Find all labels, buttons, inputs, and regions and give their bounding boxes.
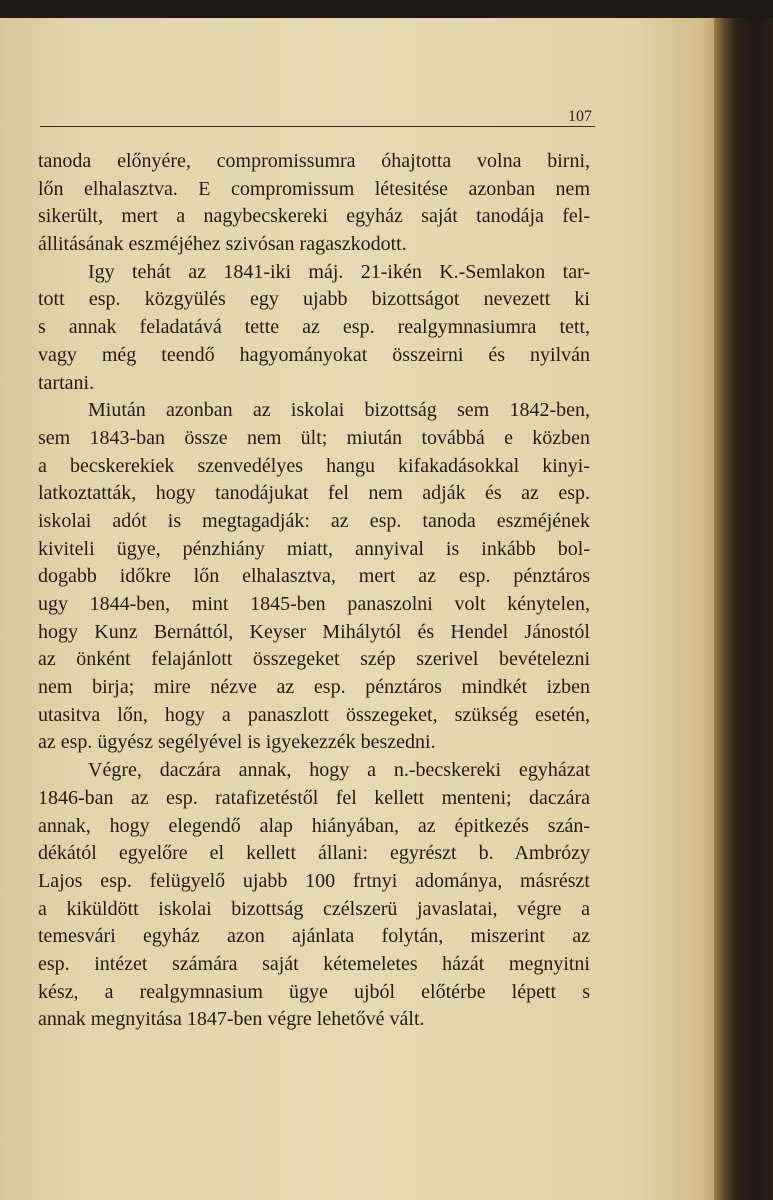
text-line: tartani. — [38, 371, 95, 394]
text-line: az önként felajánlott összegeket szép szerivel bevételezni — [38, 648, 590, 671]
text-line: az esp. ügyész segélyével is igyekezzék beszedni. — [38, 731, 436, 754]
text-line: Miután azonban az iskolai bizottság sem 1842-ben, — [88, 399, 590, 422]
text-line: állitásának eszméjéhez szivósan ragaszkodott. — [38, 233, 407, 256]
text-line: dogabb időkre lőn elhalasztva, mert az esp. pénztáros — [38, 565, 590, 588]
text-line: annak megnyitása 1847-ben végre lehetővé vált. — [38, 1008, 425, 1031]
text-line: Igy tehát az 1841-iki máj. 21-ikén K.-Semlakon tar- — [88, 260, 590, 283]
header-rule — [40, 126, 595, 127]
text-line: latkoztatták, hogy tanodájukat fel nem adják és az esp. — [38, 482, 590, 505]
text-line: tanoda előnyére, compromissumra óhajtotta volna birni, — [38, 150, 590, 172]
text-line: s annak feladatává tette az esp. realgymnasiumra tett, — [38, 316, 590, 339]
text-line: ugy 1844-ben, mint 1845-ben panaszolni volt kénytelen, — [38, 593, 590, 615]
body-text — [38, 148, 590, 1034]
text-line: temesvári egyház azon ajánlata folytán, miszerint az — [38, 925, 590, 948]
text-line: Végre, daczára annak, hogy a n.-becskereki egyházat — [88, 759, 590, 782]
text-line: dékától egyelőre el kellett állani: egyrészt b. Ambrózy — [38, 842, 590, 865]
text-line: lőn elhalasztva. E compromissum létesitése azonban nem — [38, 177, 590, 200]
text-line: kiviteli ügye, pénzhiány miatt, annyival is inkább bol- — [38, 537, 590, 560]
text-line: tott esp. közgyülés egy ujabb bizottságot nevezett ki — [38, 288, 590, 311]
text-line: iskolai adót is megtagadják: az esp. tanoda eszméjének — [38, 509, 590, 532]
text-line: 1846-ban az esp. ratafizetéstől fel kellett menteni; daczára — [38, 786, 590, 809]
text-line: Lajos esp. felügyelő ujabb 100 frtnyi adománya, másrészt — [38, 869, 590, 892]
text-line: nem birja; mire nézve az esp. pénztáros mindkét izben — [38, 676, 590, 699]
text-line: a kiküldött iskolai bizottság czélszerü javaslatai, végre a — [38, 897, 590, 920]
text-line: a becskerekiek szenvedélyes hangu kifakadásokkal kinyi- — [38, 454, 590, 477]
text-line: sikerült, mert a nagybecskereki egyház saját tanodája fel- — [38, 205, 590, 228]
text-line: kész, a realgymnasium ügye ujból előtérbe lépett s — [38, 980, 590, 1003]
page-number: 107 — [568, 108, 592, 125]
text-line: utasitva lőn, hogy a panaszlott összegeket, szükség esetén, — [38, 703, 590, 726]
text-line: sem 1843-ban össze nem ült; miután továbbá e közben — [38, 426, 590, 449]
text-line: hogy Kunz Bernáttól, Keyser Mihálytól és Hendel Jánostól — [38, 620, 590, 643]
text-line: esp. intézet számára saját kétemeletes házát megnyitni — [38, 952, 590, 975]
book-spine — [714, 18, 773, 1200]
text-line: annak, hogy elegendő alap hiányában, az épitkezés szán- — [38, 814, 590, 837]
text-line: vagy még teendő hagyományokat összeirni és nyilván — [38, 343, 590, 366]
